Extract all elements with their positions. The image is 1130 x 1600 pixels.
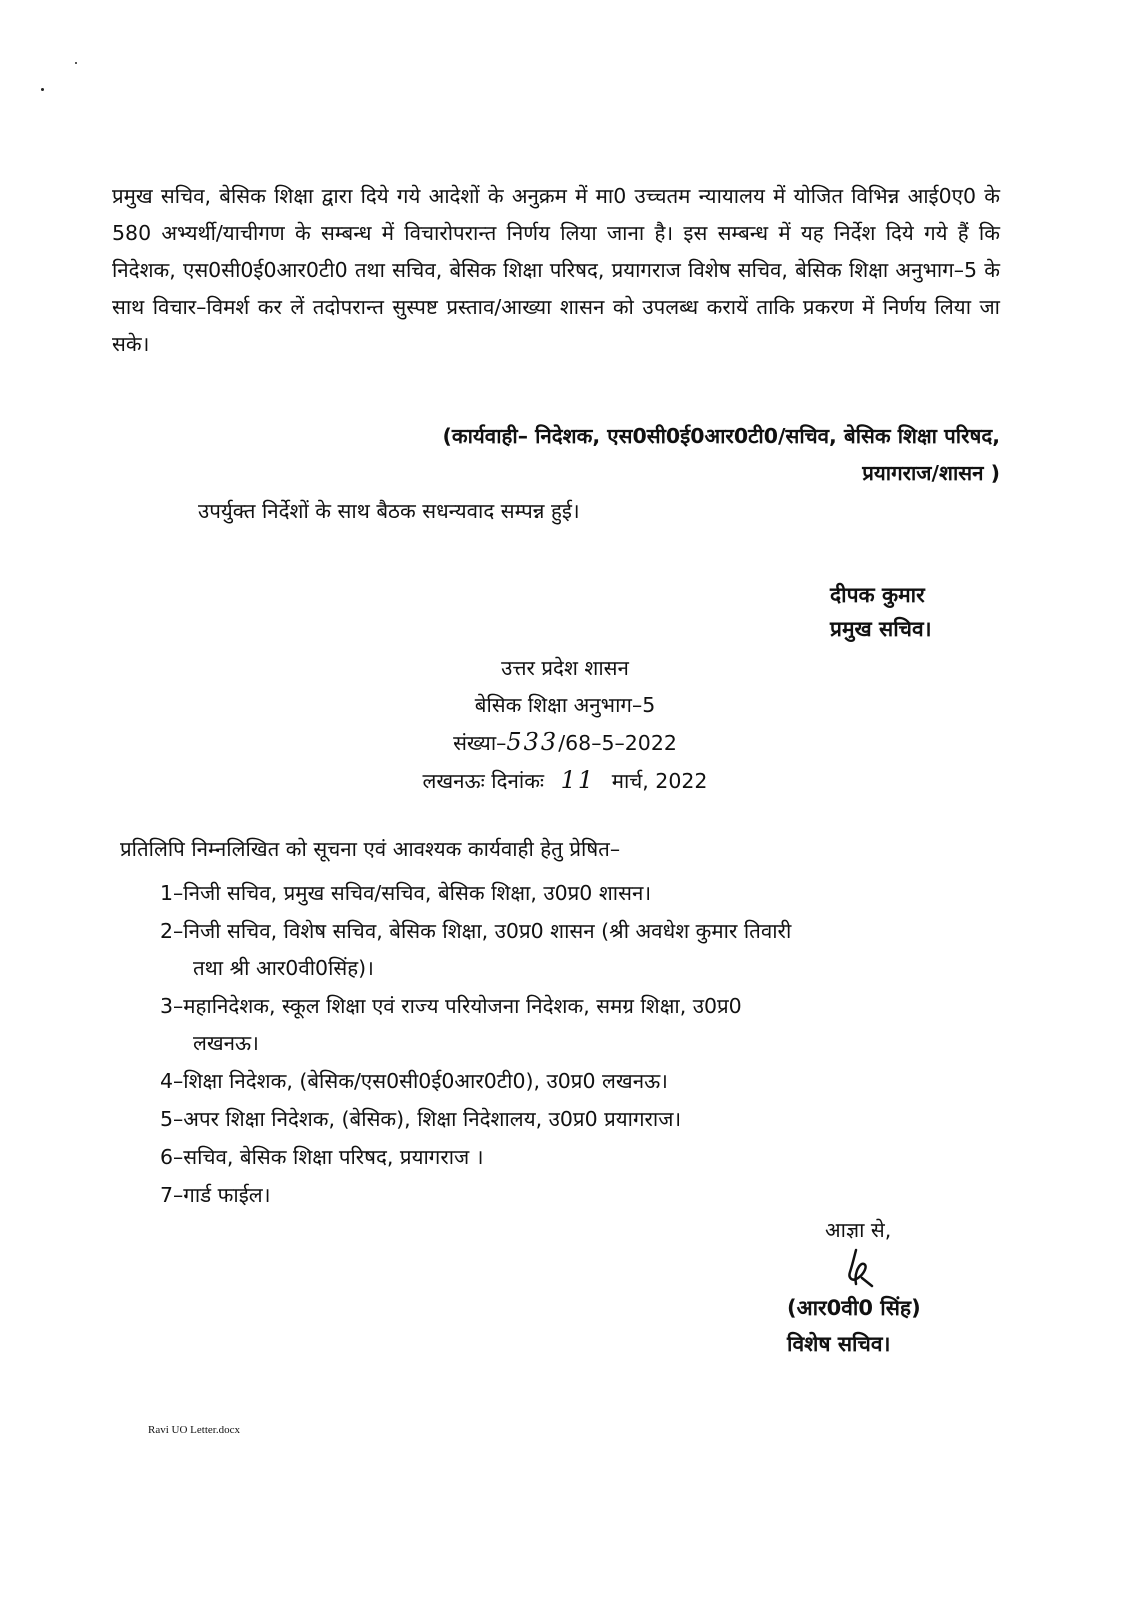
letter-date-suffix: मार्च, 2022 [611, 769, 708, 793]
letter-date-handwritten: 11 [560, 766, 596, 794]
action-note [272, 418, 1000, 492]
signatory-name: (आर0वी0 सिंह) [787, 1296, 921, 1320]
list-item: 4–शिक्षा निदेशक, (बेसिक/एस0सी0ई0आर0टी0), उ0प्र0 लखनऊ। [160, 1069, 668, 1093]
signatory-designation: विशेष सचिव। [787, 1332, 891, 1356]
list-item: 2–निजी सचिव, विशेष सचिव, बेसिक शिक्षा, उ0प्र0 शासन (श्री अवधेश कुमार तिवारी तथा श्री आर0वी0सिंह)। [160, 919, 792, 980]
office-section: बेसिक शिक्षा अनुभाग–5 [474, 693, 656, 717]
scan-speck [41, 88, 44, 91]
by-order-label: आज्ञा से, [825, 1218, 892, 1242]
office-name: उत्तर प्रदेश शासन [501, 656, 629, 680]
letter-number-handwritten: 533 [506, 728, 559, 756]
handwritten-signature [838, 1248, 878, 1290]
letter-date [340, 762, 790, 800]
scan-speck [75, 62, 77, 64]
letter-number [340, 724, 790, 762]
footer-filename: Ravi UO Letter.docx [148, 1424, 240, 1436]
letter-number-prefix: संख्या– [453, 731, 507, 755]
signatory-principal-secretary [830, 578, 932, 646]
list-item: 1–निजी सचिव, प्रमुख सचिव/सचिव, बेसिक शिक्षा, उ0प्र0 शासन। [160, 881, 652, 905]
copy-recipient-list [160, 875, 1000, 1215]
copy-intro: प्रतिलिपि निम्नलिखित को सूचना एवं आवश्यक कार्यवाही हेतु प्रेषित– [120, 837, 621, 861]
action-note-line2: प्रयागराज/शासन ) [862, 461, 1000, 485]
letter-date-prefix: लखनऊः दिनांकः [422, 769, 545, 793]
list-item: 7–गार्ड फाईल। [160, 1183, 271, 1207]
action-note-line1: (कार्यवाही– निदेशक, एस0सी0ई0आर0टी0/सचिव, बेसिक शिक्षा परिषद, [442, 424, 1000, 448]
office-block [340, 650, 790, 800]
signatory-designation: प्रमुख सचिव। [830, 617, 932, 641]
closing-line: उपर्युक्त निर्देशों के साथ बैठक सधन्यवाद सम्पन्न हुई। [198, 499, 580, 523]
signatory-special-secretary [787, 1290, 921, 1362]
letter-number-suffix: /68–5–2022 [558, 731, 677, 755]
body-paragraph: प्रमुख सचिव, बेसिक शिक्षा द्वारा दिये गये आदेशों के अनुक्रम में मा0 उच्चतम न्यायालय में योजित विभिन्न आई0ए0 के 580 अभ्यर्थी/याचीगण के सम्बन्ध में विचारोपरान्त निर्णय लिया जाना है। इस सम्बन्ध में यह निर्देश दिये गये हैं कि निदेशक, एस0सी0ई0आर0टी0 तथा सचिव, बेसिक शिक्षा परिषद, प्रयागराज विशेष सचिव, बेसिक शिक्षा अनुभाग–5 के साथ विचार–विमर्श कर लें तदोपरान्त सुस्पष्ट प्रस्ताव/आख्या शासन को उपलब्ध करायें ताकि प्रकरण में निर्णय लिया जा सके। [112, 184, 1000, 356]
signatory-name: दीपक कुमार [830, 583, 925, 607]
list-item: 3–महानिदेशक, स्कूल शिक्षा एवं राज्य परियोजना निदेशक, समग्र शिक्षा, उ0प्र0 लखनऊ। [160, 994, 742, 1055]
list-item: 6–सचिव, बेसिक शिक्षा परिषद, प्रयागराज । [160, 1145, 484, 1169]
list-item: 5–अपर शिक्षा निदेशक, (बेसिक), शिक्षा निदेशालय, उ0प्र0 प्रयागराज। [160, 1107, 682, 1131]
